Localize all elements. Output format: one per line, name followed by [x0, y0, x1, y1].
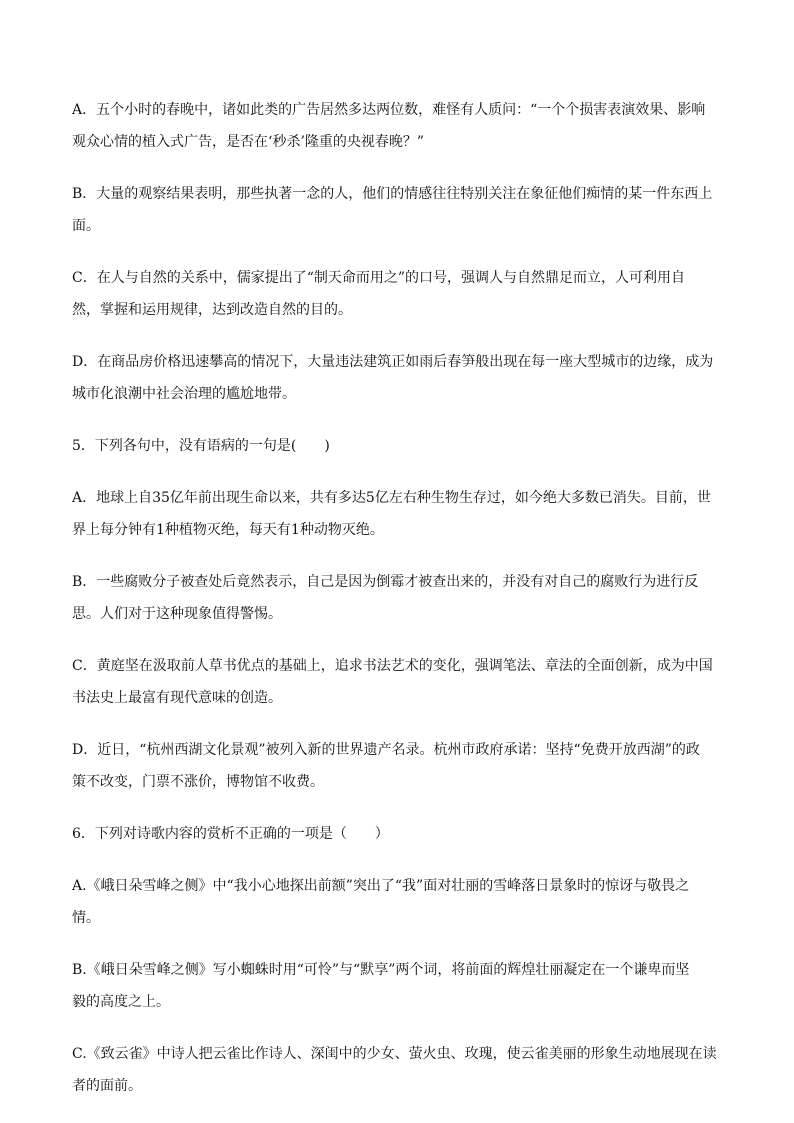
- text-line: C．在人与自然的关系中，儒家提出了“制天命而用之”的口号，强调人与自然鼎足而立，人可利用自: [72, 270, 686, 286]
- text-line: A．地球上自35亿年前出现生命以来，共有多达5亿左右种生物生存过，如今绝大多数已消失。目前，世: [72, 490, 711, 506]
- option-4c: [72, 262, 722, 326]
- option-6c: [72, 1038, 722, 1102]
- text-line: B．一些腐败分子被查处后竟然表示，自己是因为倒霉才被查出来的，并没有对自己的腐败行为进行反: [72, 574, 699, 590]
- option-4a: [72, 94, 722, 158]
- text-line: 然，掌握和运用规律，达到改造自然的目的。: [72, 302, 352, 318]
- text-line: A.《峨日朵雪峰之侧》中“我小心地探出前额”突出了“我”面对壮丽的雪峰落日景象时的惊讶与敬畏之: [72, 878, 690, 894]
- option-6b: [72, 954, 722, 1018]
- text-line: 面。: [72, 218, 100, 234]
- text-line: 5．下列各句中，没有语病的一句是( ): [72, 438, 330, 454]
- text-line: 界上每分钟有1种植物灭绝，每天有1种动物灭绝。: [72, 522, 384, 538]
- document-page: [72, 94, 722, 1122]
- text-line: 策不改变，门票不涨价，博物馆不收费。: [72, 774, 324, 790]
- text-line: 城市化浪潮中社会治理的尴尬地带。: [72, 386, 296, 402]
- option-5a: [72, 482, 722, 546]
- text-line: D．在商品房价格迅速攀高的情况下，大量违法建筑正如雨后春笋般出现在每一座大型城市的边缘，成为: [72, 354, 714, 370]
- text-line: 观众心情的植入式广告，是否在‘秒杀’隆重的央视春晚？”: [72, 134, 425, 150]
- text-line: B.《峨日朵雪峰之侧》写小蜘蛛时用“可怜”与“默享”两个词，将前面的辉煌壮丽凝定在一个谦卑而坚: [72, 962, 690, 978]
- text-line: A．五个小时的春晚中，诸如此类的广告居然多达两位数，难怪有人质问：“一个个损害表演效果、影响: [72, 102, 706, 118]
- text-line: 者的面前。: [72, 1078, 142, 1094]
- text-line: 书法史上最富有现代意味的创造。: [72, 690, 282, 706]
- question-5: [72, 430, 722, 462]
- question-6: [72, 818, 722, 850]
- text-line: C．黄庭坚在汲取前人草书优点的基础上，追求书法艺术的变化，强调笔法、章法的全面创新，成为中国: [72, 658, 713, 674]
- option-6a: [72, 870, 722, 934]
- text-line: 毅的高度之上。: [72, 994, 170, 1010]
- text-line: 思。人们对于这种现象值得警惕。: [72, 606, 282, 622]
- option-4d: [72, 346, 722, 410]
- option-5c: [72, 650, 722, 714]
- text-line: 6．下列对诗歌内容的赏析不正确的一项是（ ）: [72, 826, 389, 842]
- text-line: 情。: [72, 910, 100, 926]
- text-line: C.《致云雀》中诗人把云雀比作诗人、深闺中的少女、萤火虫、玫瑰，使云雀美丽的形象生动地展现在读: [72, 1046, 717, 1062]
- option-5d: [72, 734, 722, 798]
- option-4b: [72, 178, 722, 242]
- text-line: B．大量的观察结果表明，那些执著一念的人，他们的情感往往特别关注在象征他们痴情的某一件东西上: [72, 186, 713, 202]
- text-line: D．近日，“杭州西湖文化景观”被列入新的世界遗产名录。杭州市政府承诺：坚持“免费开放西湖”的政: [72, 742, 700, 758]
- option-5b: [72, 566, 722, 630]
